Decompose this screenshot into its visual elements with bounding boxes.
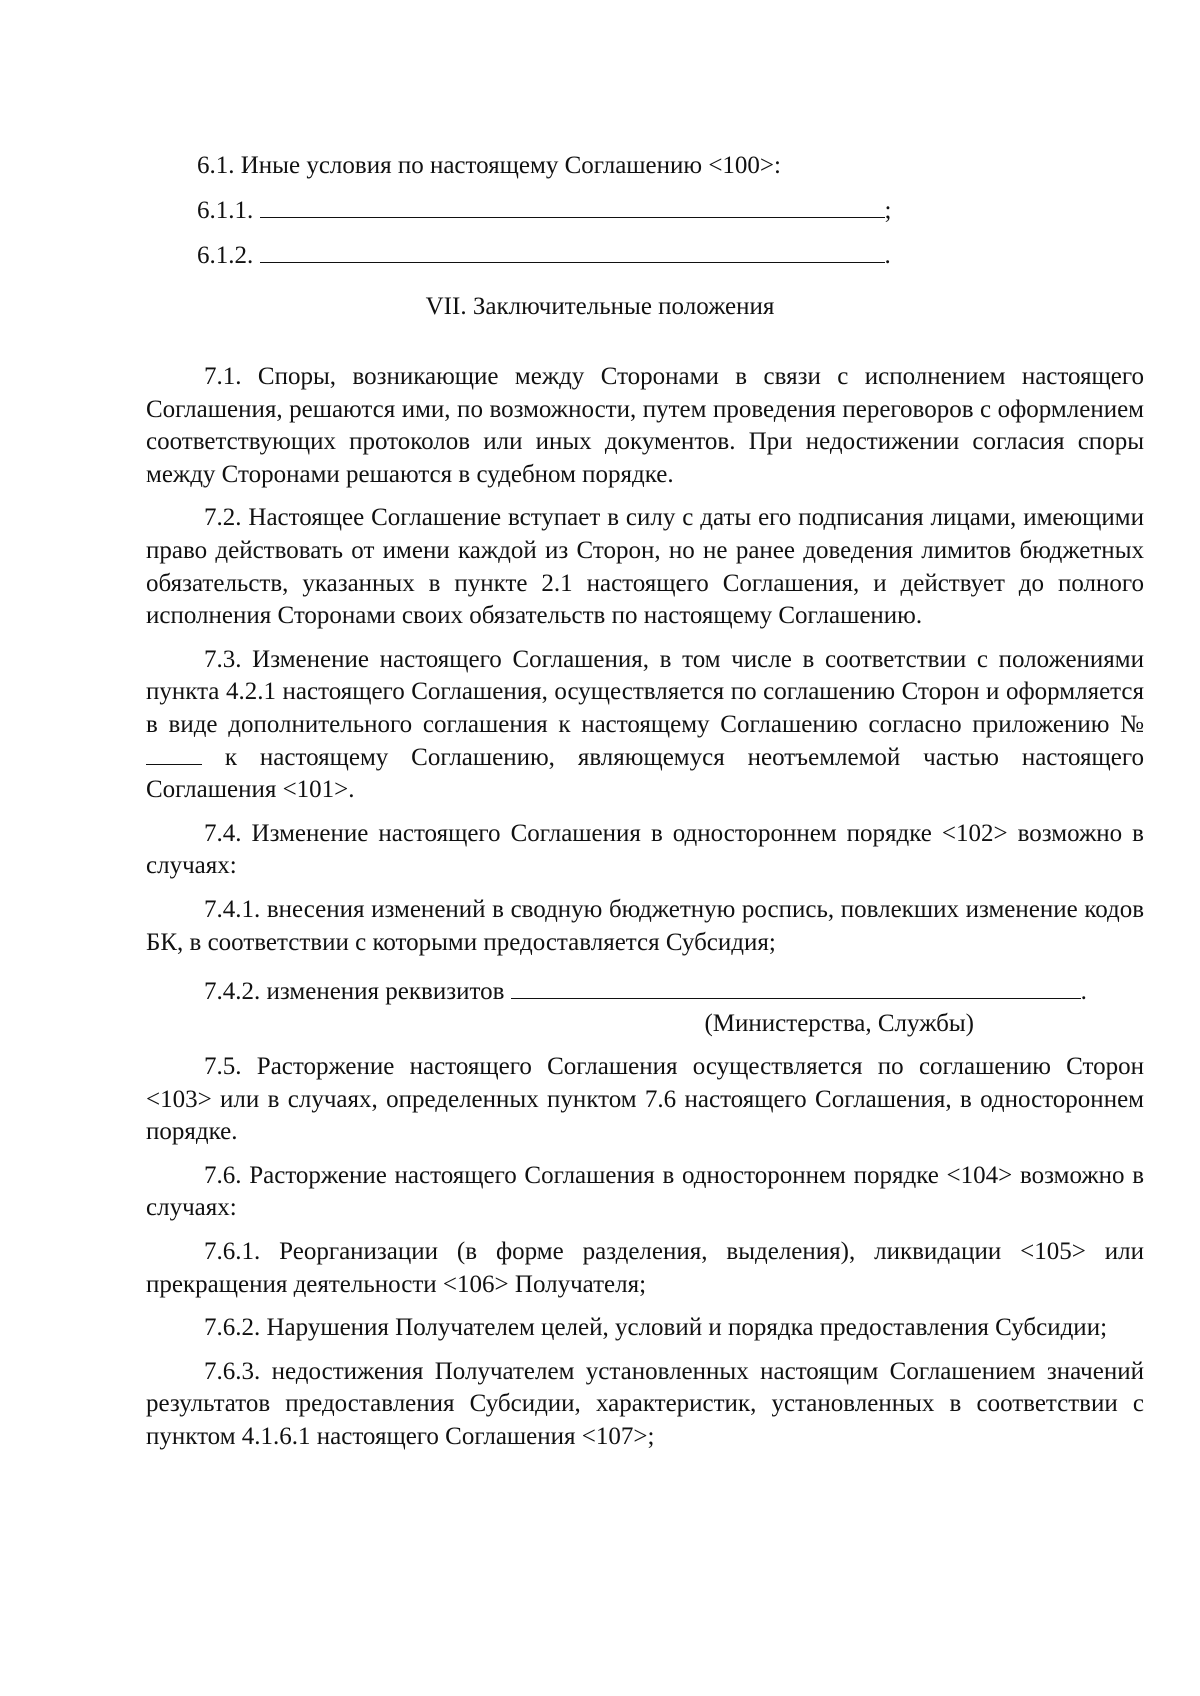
clause-7-3-text-before: 7.3. Изменение настоящего Соглашения, в том числе в соответствии с положениями пункта 4.2.1 настоящего Соглашения, осуществляется по соглашению Сторон и оформляется в виде дополнительного соглашения к настоящему Соглашению согласно приложению № bbox=[146, 645, 1144, 738]
clause-6-1-1-number: 6.1.1. bbox=[197, 197, 254, 224]
section-7-body bbox=[146, 361, 1144, 1465]
clause-7-3 bbox=[146, 644, 1144, 807]
clause-6-1-1 bbox=[197, 195, 997, 227]
section-6 bbox=[197, 150, 997, 285]
clause-7-3-text-after: к настоящему Соглашению, являющемуся неотъемлемой частью настоящего Соглашения <101>. bbox=[146, 743, 1144, 804]
clause-6-1-1-end: ; bbox=[884, 197, 892, 224]
clause-7-5: 7.5. Расторжение настоящего Соглашения осуществляется по соглашению Сторон <103> или в случаях, определенных пунктом 7.6 настоящего Соглашения, в одностороннем порядке. bbox=[146, 1053, 1144, 1146]
clause-7-4-2-caption: (Министерства, Службы) bbox=[704, 1010, 974, 1038]
clause-7-4: 7.4. Изменение настоящего Соглашения в одностороннем порядке <102> возможно в случаях: bbox=[146, 819, 1144, 880]
clause-6-1-1-blank-line bbox=[260, 199, 885, 218]
clause-7-4-2-end: . bbox=[1080, 978, 1087, 1006]
clause-7-4-2-text: 7.4.2. изменения реквизитов bbox=[204, 978, 505, 1006]
clause-7-1: 7.1. Споры, возникающие между Сторонами в связи с исполнением настоящего Соглашения, решаются ими, по возможности, путем проведения переговоров с оформлением соответствующих протоколов или иных документов. При недостижении согласия споры между Сторонами решаются в судебном порядке. bbox=[146, 363, 1144, 488]
clause-7-6-1: 7.6.1. Реорганизации (в форме разделения, выделения), ликвидации <105> или прекращения деятельности <106> Получателя; bbox=[146, 1238, 1144, 1298]
appendix-number-blank bbox=[146, 744, 202, 765]
clause-7-2: 7.2. Настоящее Соглашение вступает в силу с даты его подписания лицами, имеющими право действовать от имени каждой из Сторон, но не ранее доведения лимитов бюджетных обязательств, указанных в пункте 2.1 настоящего Соглашения, и действует до полного исполнения Сторонами своих обязательств по настоящему Соглашению. bbox=[146, 504, 1144, 630]
clause-7-6: 7.6. Расторжение настоящего Соглашения в одностороннем порядке <104> возможно в случаях: bbox=[146, 1161, 1144, 1222]
clause-7-6-2: 7.6.2. Нарушения Получателем целей, условий и порядка предоставления Субсидии; bbox=[204, 1314, 1108, 1342]
clause-6-1-2-blank-line bbox=[260, 244, 885, 263]
clause-7-6-3: 7.6.3. недостижения Получателем установленных настоящим Соглашением значений результатов предоставления Субсидии, характеристик, установленных в соответствии с пунктом 4.1.6.1 настоящего Соглашения <107>; bbox=[146, 1357, 1144, 1451]
clause-7-4-2-blank-line bbox=[511, 980, 1081, 999]
clause-6-1-2-number: 6.1.2. bbox=[197, 242, 254, 269]
clause-7-4-1: 7.4.1. внесения изменений в сводную бюджетную роспись, повлекших изменение кодов БК, в соответствии с которыми предоставляется Субсидия; bbox=[146, 895, 1144, 956]
section-7-heading: VII. Заключительные положения bbox=[425, 293, 775, 320]
clause-6-1: 6.1. Иные условия по настоящему Соглашению <100>: bbox=[197, 152, 781, 179]
clause-7-4-2 bbox=[146, 976, 1144, 1008]
clause-6-1-2-end: . bbox=[884, 242, 891, 269]
clause-6-1-2 bbox=[197, 240, 997, 272]
